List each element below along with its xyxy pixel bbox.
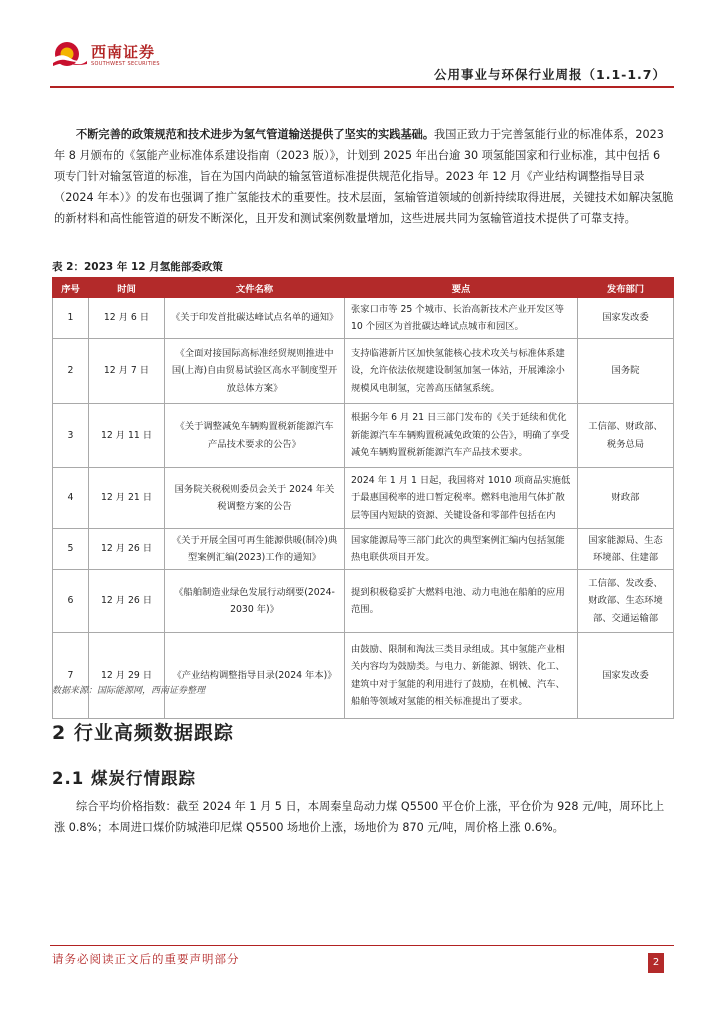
coal-price-paragraph: 综合平均价格指数：截至 2024 年 1 月 5 日，本周秦皇岛动力煤 Q5500 平仓价上涨，平仓价为 928 元/吨，周环比上涨 0.8%；本周进口煤价防城港印尼煤 Q5500 场地价上涨，场地价为 870 元/吨，周价格上涨 0.6%。 — [54, 800, 665, 834]
table-row — [53, 339, 674, 404]
cell-index: 5 — [53, 529, 89, 570]
header-date: 时间 — [89, 278, 165, 298]
cell-date: 12 月 7 日 — [89, 339, 165, 404]
cell-document: 《产业结构调整指导目录(2024 年本)》 — [165, 633, 345, 719]
cell-date: 12 月 21 日 — [89, 468, 165, 529]
header-department: 发布部门 — [578, 278, 674, 298]
header-key-points: 要点 — [345, 278, 578, 298]
cell-document: 《关于印发首批碳达峰试点名单的通知》 — [165, 298, 345, 339]
cell-index: 6 — [53, 570, 89, 633]
table-row — [53, 468, 674, 529]
cell-index: 1 — [53, 298, 89, 339]
cell-key-points: 支持临港新片区加快氢能核心技术攻关与标准体系建设，允许依法依规建设制氢加氢一体站，开展滩涂小规模风电制氢，完善高压储氢系统。 — [345, 339, 578, 404]
cell-department: 国务院 — [578, 339, 674, 404]
cell-index: 7 — [53, 633, 89, 719]
cell-date: 12 月 26 日 — [89, 570, 165, 633]
cell-department: 工信部、财政部、税务总局 — [578, 404, 674, 468]
table-row — [53, 404, 674, 468]
cell-date: 12 月 29 日 — [89, 633, 165, 719]
cell-index: 2 — [53, 339, 89, 404]
cell-document: 《船舶制造业绿色发展行动纲要(2024-2030 年)》 — [165, 570, 345, 633]
cell-date: 12 月 26 日 — [89, 529, 165, 570]
cell-key-points: 张家口市等 25 个城市、长治高新技术产业开发区等 10 个园区为首批碳达峰试点城市和园区。 — [345, 298, 578, 339]
table-row — [53, 529, 674, 570]
cell-date: 12 月 11 日 — [89, 404, 165, 468]
sun-wave-logo-icon — [50, 40, 88, 70]
table-row — [53, 298, 674, 339]
logo-english-name: SOUTHWEST SECURITIES — [91, 60, 160, 67]
cell-key-points: 提到积极稳妥扩大燃料电池、动力电池在船舶的应用范围。 — [345, 570, 578, 633]
table-row — [53, 570, 674, 633]
header-divider — [50, 86, 674, 88]
cell-document: 《关于开展全国可再生能源供暖(制冷)典型案例汇编(2023)工作的通知》 — [165, 529, 345, 570]
cell-department: 国家能源局、生态环境部、住建部 — [578, 529, 674, 570]
header-document: 文件名称 — [165, 278, 345, 298]
table-header-row — [53, 278, 674, 298]
cell-index: 3 — [53, 404, 89, 468]
cell-date: 12 月 6 日 — [89, 298, 165, 339]
cell-key-points: 根据今年 6 月 21 日三部门发布的《关于延续和优化新能源汽车车辆购置税减免政策的公告》，明确了享受减免车辆购置税新能源汽车产品技术要求。 — [345, 404, 578, 468]
cell-department: 国家发改委 — [578, 633, 674, 719]
section-heading: 2 行业高频数据跟踪 — [52, 722, 234, 744]
subsection-heading: 2.1 煤炭行情跟踪 — [52, 769, 196, 788]
cell-department: 财政部 — [578, 468, 674, 529]
cell-document: 《全面对接国际高标准经贸规则推进中国(上海)自由贸易试验区高水平制度型开放总体方案》 — [165, 339, 345, 404]
page-header — [50, 40, 674, 90]
cell-key-points: 由鼓励、限制和淘汰三类目录组成。其中氢能产业相关内容均为鼓励类。与电力、新能源、钢铁、化工、建筑中对于氢能的利用进行了鼓励，在机械、汽车、船舶等领域对氢能的相关标准提出了要求。 — [345, 633, 578, 719]
cell-document: 国务院关税税则委员会关于 2024 年关税调整方案的公告 — [165, 468, 345, 529]
footer-disclaimer: 请务必阅读正文后的重要声明部分 — [52, 952, 240, 966]
intro-body-text: 我国正致力于完善氢能行业的标准体系，2023 年 8 月颁布的《氢能产业标准体系建设指南（2023 版）》，计划到 2025 年出台逾 30 项氢能国家和行业标准，其中包括 6 项专门针对输氢管道的标准，旨在为国内尚缺的输氢管道标准提供规范化指导。2023 年 12 月《产业结构调整指导目录（2024 年本）》的发布也强调了推广氢能技术的重要性。技术层面，氢输管道领域的创新持续取得进展，关键技术如解决氢脆的新材料和高性能管道的研发不断深化，且开发和测试案例数量增加，这些进展共同为氢输管道技术提供了可靠支持。 — [54, 128, 674, 225]
company-logo — [50, 40, 160, 70]
cell-key-points: 国家能源局等三部门此次的典型案例汇编内包括氢能热电联供项目开发。 — [345, 529, 578, 570]
policy-table — [52, 277, 674, 719]
intro-lead-sentence: 不断完善的政策规范和技术进步为氢气管道输送提供了坚实的实践基础。 — [76, 128, 435, 141]
report-title: 公用事业与环保行业周报（1.1-1.7） — [434, 67, 666, 82]
table-caption: 表 2：2023 年 12 月氢能部委政策 — [52, 261, 223, 273]
header-index: 序号 — [53, 278, 89, 298]
cell-department: 国家发改委 — [578, 298, 674, 339]
cell-index: 4 — [53, 468, 89, 529]
cell-key-points: 2024 年 1 月 1 日起，我国将对 1010 项商品实施低于最惠国税率的进口暂定税率。燃料电池用气体扩散层等国内短缺的资源、关键设备和零部件包括在内 — [345, 468, 578, 529]
page-number: 2 — [648, 953, 664, 973]
intro-paragraph — [54, 124, 674, 229]
table-row — [53, 633, 674, 719]
cell-document: 《关于调整减免车辆购置税新能源汽车产品技术要求的公告》 — [165, 404, 345, 468]
cell-department: 工信部、发改委、财政部、生态环境部、交通运输部 — [578, 570, 674, 633]
table-source-note: 数据来源：国际能源网，西南证券整理 — [52, 686, 206, 696]
logo-chinese-name: 西南证券 — [91, 42, 156, 61]
footer-divider — [50, 945, 674, 946]
